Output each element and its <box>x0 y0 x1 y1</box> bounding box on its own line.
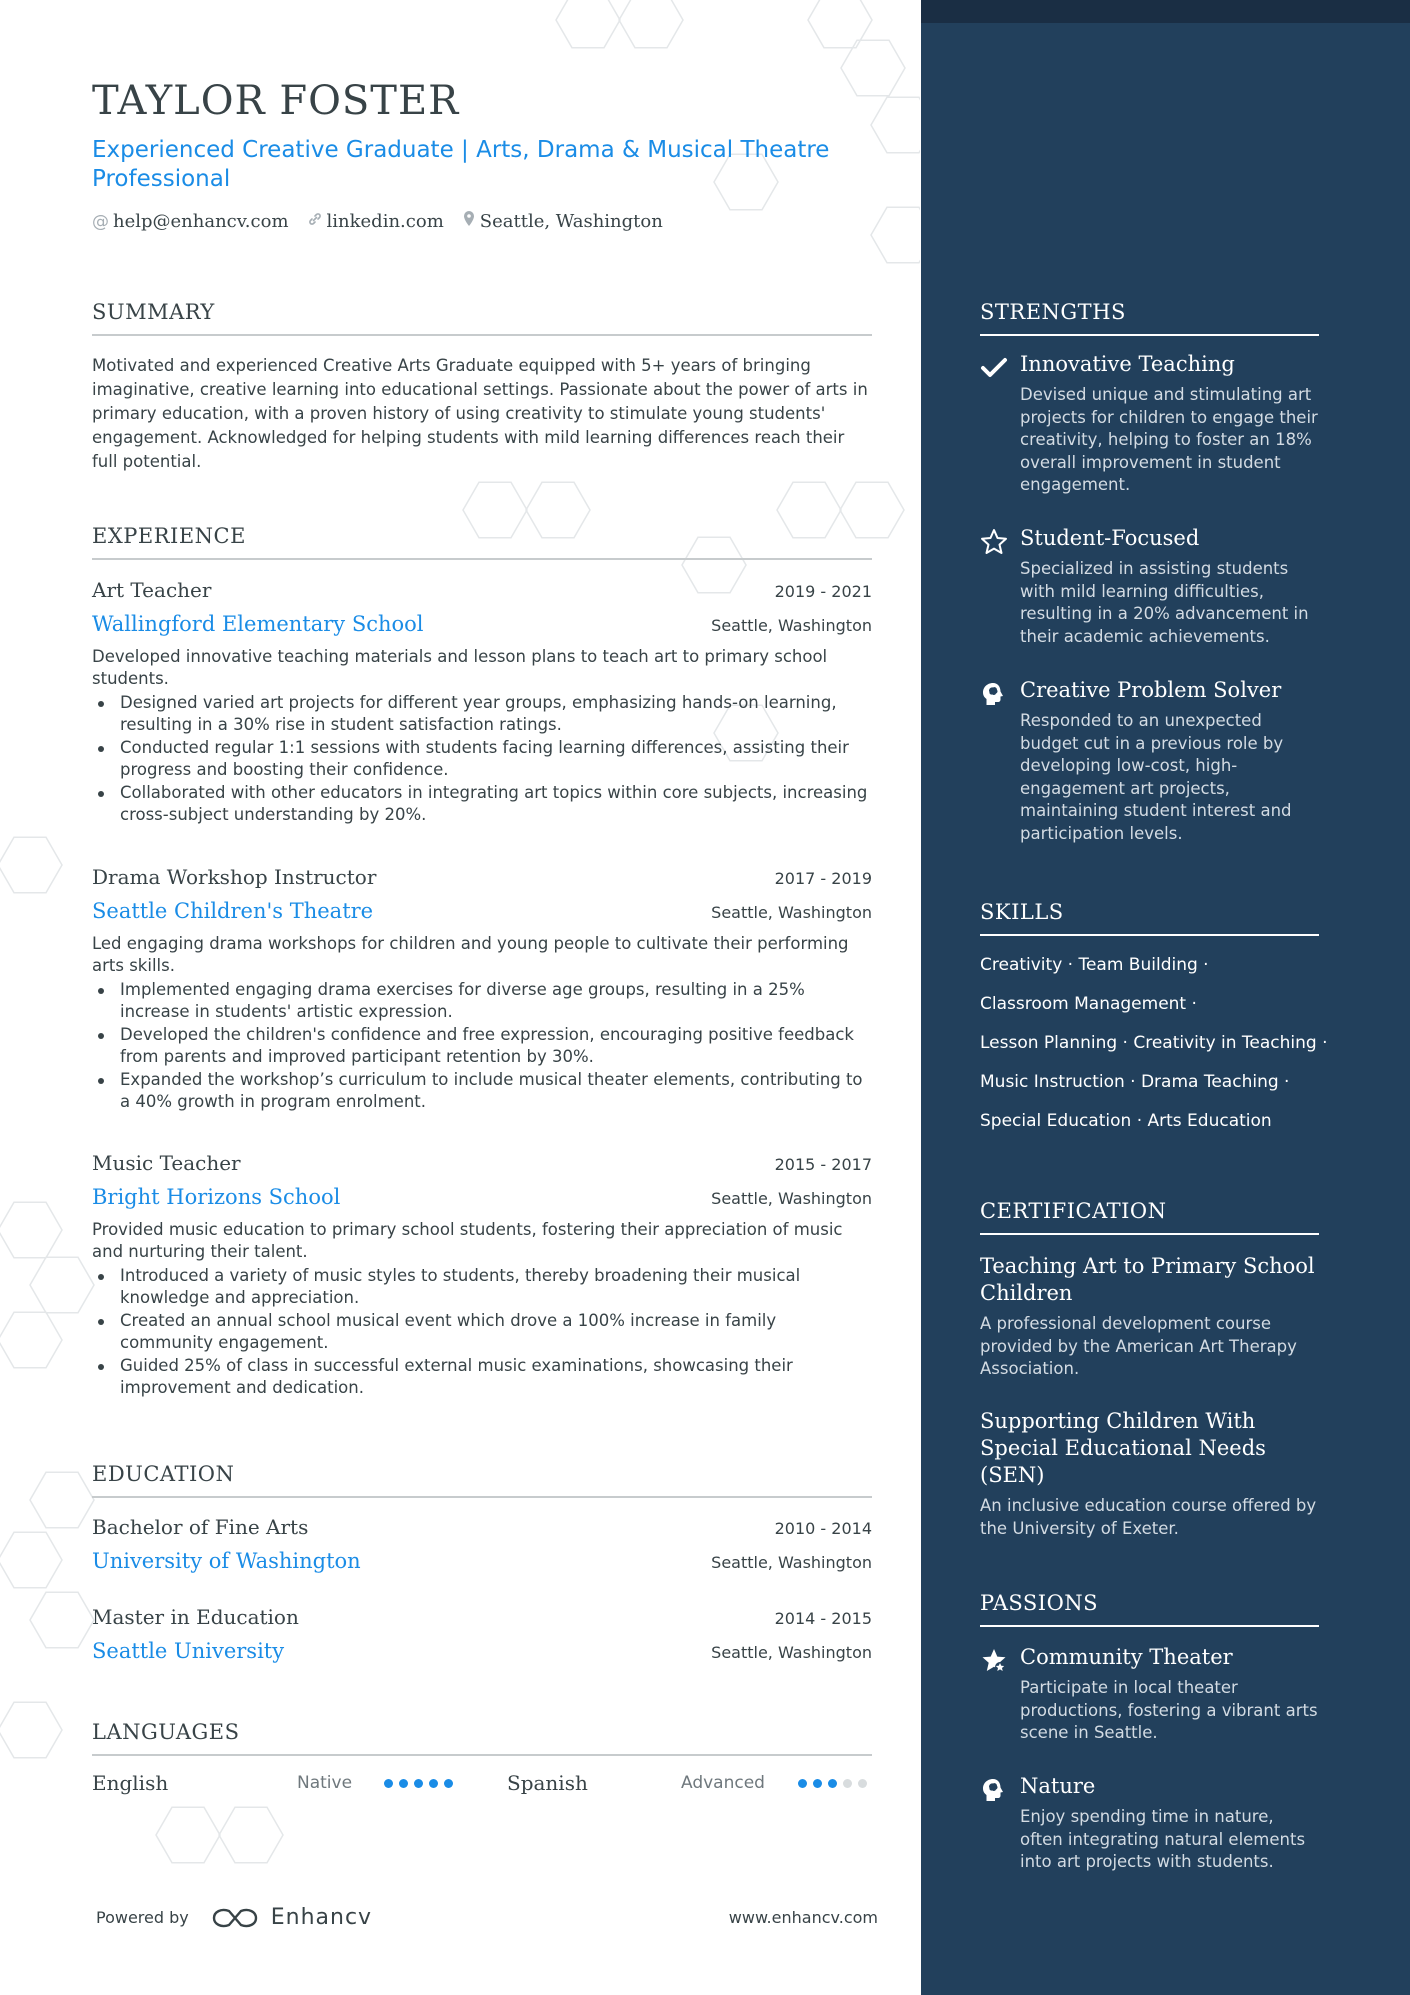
checkmark-icon <box>980 354 1008 382</box>
certification-description: An inclusive education course offered by the University of Exeter. <box>980 1496 1317 1538</box>
certification-description: A professional development course provided by the American Art Therapy Association. <box>980 1314 1297 1378</box>
language-level: Native <box>297 1773 353 1793</box>
job-company: Wallingford Elementary School <box>92 612 424 636</box>
job-title: Drama Workshop Instructor <box>92 865 377 889</box>
job-bullets <box>92 1265 872 1399</box>
strength-title: Innovative Teaching <box>1020 352 1235 376</box>
sidebar-top-strip <box>921 0 1410 23</box>
job-entry <box>92 578 872 826</box>
brand-name: Enhancv <box>270 1905 373 1930</box>
job-entry <box>92 865 872 1113</box>
strength-item <box>980 352 1319 497</box>
powered-by <box>96 1905 372 1930</box>
candidate-name: TAYLOR FOSTER <box>92 78 460 124</box>
job-description: Developed innovative teaching materials and lesson plans to teach art to primary school students. <box>92 647 828 688</box>
rating-dot <box>444 1779 453 1788</box>
job-title: Music Teacher <box>92 1151 241 1175</box>
language-name: Spanish <box>507 1771 588 1795</box>
hexagon-decoration <box>0 1202 62 1257</box>
passion-title: Community Theater <box>1020 1645 1233 1669</box>
passion-item <box>980 1774 1319 1874</box>
strength-item <box>980 678 1319 845</box>
skills-section-title: SKILLS <box>980 900 1319 936</box>
summary-text: Motivated and experienced Creative Arts Graduate equipped with 5+ years of bringing imaginative, creative learning into educational settings. Passionate about the power of arts in primary education, with a proven history of using creativity to stimulate young students' engagement. Acknowledged for helping students with mild learning differences reach their full potential. <box>92 356 868 471</box>
footer <box>96 1905 878 1930</box>
hexagon-decoration <box>219 1807 283 1862</box>
strength-item <box>980 526 1319 648</box>
experience-section-title: EXPERIENCE <box>92 524 872 560</box>
strength-title: Creative Problem Solver <box>1020 678 1282 702</box>
certification-item <box>980 1253 1319 1381</box>
contact-row <box>92 210 663 233</box>
language-entry <box>92 1771 454 1795</box>
job-description: Provided music education to primary school students, fostering their appreciation of music and nurturing their talent. <box>92 1220 843 1261</box>
school-name: University of Washington <box>92 1549 361 1573</box>
rating-dot <box>414 1779 423 1788</box>
job-dates: 2017 - 2019 <box>774 869 872 888</box>
hexagon-decoration <box>0 1532 62 1587</box>
degree-title: Bachelor of Fine Arts <box>92 1515 309 1539</box>
skills-line: Classroom Management · <box>980 994 1197 1014</box>
hexagon-decoration <box>841 40 905 95</box>
job-dates: 2019 - 2021 <box>774 582 872 601</box>
at-icon: @ <box>92 211 109 232</box>
enhancv-logo-icon <box>211 1906 259 1930</box>
bullet-item: Conducted regular 1:1 sessions with students facing learning differences, assisting their progress and boosting their confidence. <box>92 737 872 781</box>
hexagon-decoration <box>0 837 62 892</box>
degree-title: Master in Education <box>92 1605 299 1629</box>
rating-dot <box>843 1779 852 1788</box>
headline: Experienced Creative Graduate | Arts, Drama & Musical Theatre Professional <box>92 137 830 192</box>
job-bullets <box>92 692 872 826</box>
education-entry <box>92 1605 872 1663</box>
job-dates: 2015 - 2017 <box>774 1155 872 1174</box>
hexagon-decoration <box>30 1472 94 1527</box>
skills-line: Lesson Planning · Creativity in Teaching · <box>980 1033 1328 1053</box>
star-person-icon <box>980 1647 1008 1675</box>
hexagon-decoration <box>30 1257 94 1312</box>
rating-dot <box>384 1779 393 1788</box>
rating-dot <box>429 1779 438 1788</box>
language-rating <box>798 1779 867 1788</box>
bullet-item: Developed the children's confidence and free expression, encouraging positive feedback from parents and improved participant retention by 30%. <box>92 1024 872 1068</box>
rating-dot <box>858 1779 867 1788</box>
hexagon-decoration <box>30 1592 94 1647</box>
contact-location <box>462 210 663 233</box>
linkedin-text: linkedin.com <box>326 211 444 232</box>
website-link[interactable]: www.enhancv.com <box>728 1908 878 1927</box>
bullet-item: Created an annual school musical event which drove a 100% increase in family community engagement. <box>92 1310 872 1354</box>
school-location: Seattle, Washington <box>711 1643 872 1662</box>
job-location: Seattle, Washington <box>711 616 872 635</box>
passion-description: Participate in local theater productions, fostering a vibrant arts scene in Seattle. <box>1020 1678 1318 1742</box>
job-location: Seattle, Washington <box>711 903 872 922</box>
passion-item <box>980 1645 1319 1745</box>
skills-line: Music Instruction · Drama Teaching · <box>980 1072 1290 1092</box>
brain-head-icon <box>980 680 1008 708</box>
certification-item <box>980 1408 1319 1540</box>
language-rating <box>384 1779 453 1788</box>
certification-section-title: CERTIFICATION <box>980 1199 1319 1235</box>
bullet-item: Guided 25% of class in successful external music examinations, showcasing their improvement and dedication. <box>92 1355 872 1399</box>
powered-by-label: Powered by <box>96 1908 189 1927</box>
education-dates: 2010 - 2014 <box>774 1519 872 1538</box>
hexagon-decoration <box>619 0 683 48</box>
hexagon-decoration <box>871 207 920 262</box>
job-description: Led engaging drama workshops for children and young people to cultivate their performing arts skills. <box>92 934 849 975</box>
education-entry <box>92 1515 872 1573</box>
certification-title: Teaching Art to Primary School Children <box>980 1254 1315 1305</box>
contact-email[interactable] <box>92 210 289 233</box>
brand-logo[interactable] <box>211 1905 372 1930</box>
rating-dot <box>813 1779 822 1788</box>
strength-description: Responded to an unexpected budget cut in a previous role by developing low-cost, high-engagement art projects, maintaining student interest and participation levels. <box>1020 711 1292 843</box>
bullet-item: Expanded the workshop’s curriculum to include musical theater elements, contributing to a 40% growth in program enrolment. <box>92 1069 872 1113</box>
education-dates: 2014 - 2015 <box>774 1609 872 1628</box>
link-icon <box>307 211 323 232</box>
star-icon <box>980 528 1008 556</box>
hexagon-decoration <box>0 1312 62 1367</box>
contact-linkedin[interactable] <box>307 210 444 233</box>
education-section-title: EDUCATION <box>92 1462 872 1498</box>
location-text: Seattle, Washington <box>479 211 663 232</box>
strength-description: Devised unique and stimulating art projects for children to engage their creativity, helping to foster an 18% overall improvement in student engagement. <box>1020 385 1318 494</box>
passion-description: Enjoy spending time in nature, often integrating natural elements into art projects with students. <box>1020 1807 1306 1871</box>
language-level: Advanced <box>681 1773 765 1793</box>
school-name: Seattle University <box>92 1639 285 1663</box>
school-location: Seattle, Washington <box>711 1553 872 1572</box>
bullet-item: Implemented engaging drama exercises for diverse age groups, resulting in a 25% increase in students' artistic expression. <box>92 979 872 1023</box>
hexagon-decoration <box>871 97 920 152</box>
bullet-item: Designed varied art projects for different year groups, emphasizing hands-on learning, resulting in a 30% rise in student satisfaction ratings. <box>92 692 872 736</box>
rating-dot <box>399 1779 408 1788</box>
bullet-item: Collaborated with other educators in integrating art topics within core subjects, increasing cross-subject understanding by 20%. <box>92 782 872 826</box>
job-bullets <box>92 979 872 1113</box>
bullet-item: Introduced a variety of music styles to students, thereby broadening their musical knowledge and appreciation. <box>92 1265 872 1309</box>
job-entry <box>92 1151 872 1399</box>
skills-line: Creativity · Team Building · <box>980 955 1209 975</box>
hexagon-decoration <box>156 1807 220 1862</box>
rating-dot <box>828 1779 837 1788</box>
skills-line: Special Education · Arts Education <box>980 1111 1272 1131</box>
job-company: Bright Horizons School <box>92 1185 341 1209</box>
job-title: Art Teacher <box>92 578 212 602</box>
language-entry <box>507 1771 872 1795</box>
job-location: Seattle, Washington <box>711 1189 872 1208</box>
passions-section-title: PASSIONS <box>980 1591 1319 1627</box>
hexagon-decoration <box>0 1702 62 1757</box>
strength-description: Specialized in assisting students with mild learning difficulties, resulting in a 20% advancement in their academic achievements. <box>1020 559 1309 646</box>
certification-title: Supporting Children With Special Educational Needs (SEN) <box>980 1409 1266 1487</box>
passion-title: Nature <box>1020 1774 1096 1798</box>
job-company: Seattle Children's Theatre <box>92 899 374 923</box>
languages-section-title: LANGUAGES <box>92 1720 872 1756</box>
brain-head-icon <box>980 1776 1008 1804</box>
strengths-section-title: STRENGTHS <box>980 300 1319 336</box>
email-text: help@enhancv.com <box>113 211 289 232</box>
rating-dot <box>798 1779 807 1788</box>
hexagon-decoration <box>556 0 620 48</box>
language-name: English <box>92 1771 169 1795</box>
strength-title: Student-Focused <box>1020 526 1200 550</box>
location-pin-icon <box>462 210 476 233</box>
summary-section-title: SUMMARY <box>92 300 872 336</box>
